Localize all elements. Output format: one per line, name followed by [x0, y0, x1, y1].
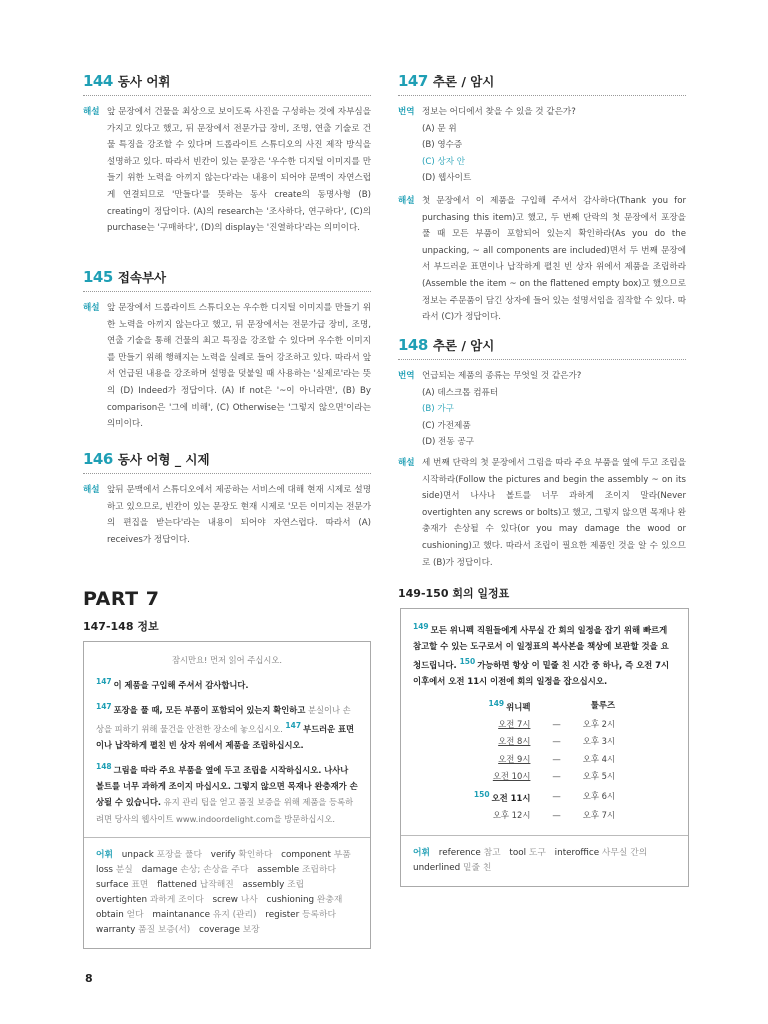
vocab-meaning: 포장을 풀다 [156, 849, 205, 860]
explanation [83, 300, 371, 433]
explanation-tag: 해설 [398, 457, 415, 468]
explanation-text: 첫 문장에서 이 제품을 구입해 주셔서 감사하다(Thank you for purchasing this item)고 했고, 두 번째 단락의 첫 문장에서 포장을 풀 때 모든 부품이 포함되어 있는지 확인하라(As you do the unpacking, ~ all components are included)면서 두 번째 문장에서 부드러운 표면이나 납작하게 펼친 빈 상자 위에서 제품을 조립하라(Assemble the item ~ on the flattened empty box)고 했으므로 정보는 주문품이 담긴 상자에 들어 있는 설명서임을 짐작할 수 있다. 따라서 (C)가 정답이다. [422, 195, 686, 323]
dash: — [552, 718, 561, 729]
vocab-tag: 어휘 [96, 849, 113, 860]
paragraph-text-bold: 포장을 풀 때, 모든 부품이 포함되어 있는지 확인하고 [113, 704, 306, 715]
vocab-meaning: 표면 [131, 879, 152, 890]
explanation-text: 앞 문장에서 드롭라이트 스튜디오는 우수한 디지털 이미지를 만들기 위한 노력을 아끼지 않는다고 했고, 뒤 문장에서는 전문가급 장비, 조명, 연출 기술을 통해 건물의 최고 특징을 강조할 수 있다며 우수한 이미지를 만들기 위해 행해지는 노력을 실례로 들어 강조하고 있다. 따라서 앞서 언급된 내용을 강조하며 설명을 덧붙일 때 사용하는 '실제로'라는 뜻의 (D) Indeed가 정답이다. (A) If not은 '~이 아니라면', (B) By comparison은 '그에 비해', (C) Otherwise는 '그렇지 않으면'이라는 의미이다. [107, 303, 371, 430]
vocab-block [84, 838, 370, 948]
toulouse-time: 오후 5시 [582, 771, 616, 782]
vocab-list [413, 848, 653, 873]
question-number: 147 [398, 72, 428, 90]
explanation-tag: 해설 [83, 107, 100, 117]
ref-number: 148 [96, 762, 112, 772]
toulouse-time: 오후 4시 [582, 753, 616, 764]
question-number: 146 [83, 450, 113, 468]
dash: — [552, 736, 561, 747]
option-b-correct: (B) 가구 [422, 404, 454, 415]
section-title: 접속부사 [117, 270, 167, 285]
spacer [538, 696, 574, 715]
vocab-meaning: 조립 [287, 879, 305, 890]
vocab-term: assemble [257, 864, 302, 875]
vocab-meaning: 납작해진 [199, 879, 237, 890]
vocab-term: register [265, 909, 303, 920]
toulouse-time: 오후 2시 [582, 718, 616, 729]
vocab-term: interoffice [554, 848, 602, 859]
toulouse-time: 오후 3시 [582, 736, 616, 747]
vocab-meaning: 보장 [242, 924, 260, 935]
translation-tag: 번역 [398, 371, 415, 381]
section-header [83, 268, 371, 292]
vocab-term: maintanance [152, 909, 213, 920]
section-title: 추론 / 암시 [432, 338, 495, 353]
ref-number: 147 [285, 721, 302, 731]
winnipeg-time: 150 오전 11시 [473, 789, 531, 803]
column-header-winnipeg [468, 696, 537, 715]
passage-heading-147-148: 147-148 정보 [83, 620, 159, 633]
explanation [83, 482, 371, 548]
section-header [398, 72, 686, 96]
paragraph-text-bold: 그림을 따라 주요 부품을 옆에 두고 조립을 시작하십시오. 나사나 볼트를 너무 과하게 조이지 마십시오. 그렇지 않으면 목재나 완충재가 손상될 수 있습니다. [96, 765, 358, 808]
ref-number: 147 [96, 677, 112, 687]
vocab-term: obtain [96, 909, 127, 920]
vocab-meaning: 나사 [240, 894, 261, 905]
section-title: 동사 어형 _ 시제 [117, 452, 210, 467]
explanation-text: 앞 문장에서 건물을 최상으로 보이도록 사진을 구성하는 것에 자부심을 가지고 있다고 했고, 뒤 문장에서 전문가급 장비, 조명, 연출 기술로 건물 특징을 강조할 수 있다며 드롭라이트 스튜디오의 사진 제작 방식을 설명하고 있다. 따라서 빈칸이 있는 문장은 '우수한 디지털 이미지를 만들기 위한 노력을 아끼지 않는다'라는 내용이 되어야 문맥이 자연스럽게 연결되므로 '만들다'를 뜻하는 동사 create의 동명사형 (B) creating이 정답이다. (A)의 research는 '조사하다, 연구하다', (C)의 purchase는 '구매하다', (D)의 display는 '진열하다'라는 의미이다. [107, 107, 371, 234]
vocab-meaning: 분실 [115, 864, 136, 875]
vocab-term: component [281, 849, 334, 860]
vocab-term: underlined [413, 863, 464, 874]
winnipeg-time: 오후 12시 [492, 809, 531, 820]
option-a: (A) 데스크톱 컴퓨터 [422, 387, 499, 398]
vocab-meaning: 조립하다 [301, 864, 336, 875]
section-header [83, 72, 371, 96]
ref-number: 149 [413, 622, 429, 631]
schedule-body [468, 717, 621, 823]
toulouse-time: 오후 7시 [582, 809, 616, 820]
explanation [83, 104, 371, 237]
translation [398, 368, 686, 451]
passage-heading-149-150: 149-150 회의 일정표 [398, 587, 510, 600]
page-number: 8 [85, 972, 93, 985]
vocab-term: reference [438, 848, 484, 859]
vocab-term: loss [96, 864, 116, 875]
section-144 [83, 72, 371, 237]
winnipeg-time: 오전 9시 [498, 753, 531, 764]
option-d: (D) 전동 공구 [422, 437, 474, 448]
ref-number: 149 [488, 698, 505, 708]
vocab-term: warranty [96, 924, 139, 935]
vocab-meaning: 등록하다 [302, 909, 337, 920]
vocab-meaning: 밑줄 친 [463, 863, 492, 874]
section-title: 동사 어휘 [117, 74, 171, 89]
explanation-tag: 해설 [83, 485, 100, 495]
option-a: (A) 문 위 [422, 123, 457, 134]
vocab-meaning: 유지 (관리) [212, 909, 260, 920]
vocab-term: coverage [199, 924, 243, 935]
part-title: PART 7 [83, 588, 160, 610]
schedule-row [468, 752, 621, 767]
section-header [83, 450, 371, 474]
dash: — [552, 809, 561, 820]
dash: — [552, 753, 561, 764]
vocab-meaning: 참고 [483, 848, 504, 859]
schedule-table [466, 694, 623, 825]
vocab-term: damage [141, 864, 181, 875]
option-b: (B) 영수증 [422, 140, 463, 151]
dash: — [552, 790, 561, 801]
vocab-meaning: 얻다 [126, 909, 147, 920]
vocab-meaning: 부품 [333, 849, 351, 860]
instructions-text: 모든 위니펙 직원들에게 사무실 간 회의 일정을 잡기 위해 빠르게 참고할 수 있는 도구로서 이 일정표의 복사본을 책상에 보관할 것을 요청드립니다. [413, 624, 669, 671]
option-c: (C) 가전제품 [422, 420, 471, 431]
vocab-term: overtighten [96, 894, 150, 905]
vocab-tag: 어휘 [413, 848, 430, 859]
vocab-block [401, 836, 688, 886]
paragraph-text-bold: 부드러운 표면이나 납작하게 펼친 빈 상자 위에서 제품을 조립하십시오. [96, 723, 355, 751]
vocab-term: screw [212, 894, 241, 905]
explanation-text: 세 번째 단락의 첫 문장에서 그림을 따라 주요 부품을 옆에 두고 조립을 시작하라(Follow the pictures and begin the assembly ~ on its side)면서 나사나 볼트를 너무 과하게 조이지 말라(Never overtighten any screws or bolts)고 했고, 그렇지 않으면 목재나 완충재가 손상될 수 있다(or you may damage the wood or cushioning)고 했다. 따라서 조립이 필요한 제품인 것을 알 수 있으므로 (B)가 정답이다. [422, 457, 686, 568]
section-header [398, 336, 686, 360]
column-header-toulouse: 툴루즈 [590, 699, 616, 710]
paragraph-text: 유지 관리 팁을 얻고 품질 보증을 위해 제품을 등록하려면 당사의 웹사이트 www.indoordelight.com을 방문하십시오. [96, 797, 354, 824]
section-147 [398, 72, 686, 326]
vocab-meaning: 완충재 [316, 894, 343, 905]
schedule-row [468, 808, 621, 823]
translation [398, 104, 686, 187]
vocab-term: cushioning [266, 894, 317, 905]
vocab-term: assembly [242, 879, 288, 890]
explanation-tag: 해설 [398, 195, 415, 206]
translation-tag: 번역 [398, 107, 415, 117]
explanation-text: 앞뒤 문맥에서 스튜디오에서 제공하는 서비스에 대해 현재 시제로 설명하고 있으므로, 빈칸이 있는 문장도 현재 시제로 '모든 이미지는 전문가의 편집을 받는다'라는 내용이 되어야 자연스럽다. 따라서 (A) receives가 정답이다. [107, 485, 371, 545]
vocab-meaning: 확인하다 [238, 849, 276, 860]
translation-body [422, 104, 686, 187]
option-d: (D) 웹사이트 [422, 173, 472, 184]
explanation [398, 455, 686, 571]
explanation-tag: 해설 [83, 303, 100, 313]
ref-number: 150 [459, 657, 476, 667]
option-c-correct: (C) 상자 안 [422, 156, 466, 167]
translation-body [422, 368, 686, 451]
section-146 [83, 450, 371, 548]
vocab-meaning: 과하게 조이다 [149, 894, 207, 905]
schedule-row [468, 717, 621, 732]
section-148 [398, 336, 686, 571]
schedule-row [468, 787, 621, 806]
vocab-term: flattened [157, 879, 200, 890]
column-label: 위니펙 [506, 701, 531, 712]
vocab-meaning: 손상; 손상을 주다 [180, 864, 252, 875]
question-number: 145 [83, 268, 113, 286]
instructions-text: 가능하면 항상 이 밑줄 친 시간 중 하나, 즉 오전 7시 이후에서 오전 11시 이전에 회의 일정을 잡으십시오. [413, 660, 670, 686]
paragraph-text: 분실이나 손상을 피하기 위해 물건을 안전한 장소에 놓으십시오. [96, 704, 351, 734]
ref-number: 150 [473, 789, 490, 799]
dash: — [552, 771, 561, 782]
winnipeg-time: 오전 8시 [498, 736, 531, 747]
ref-number: 147 [96, 702, 112, 712]
vocab-meaning: 도구 [528, 848, 549, 859]
paragraph-text: 이 제품을 구입해 주셔서 감사합니다. [113, 679, 249, 690]
vocab-list [96, 850, 357, 935]
passage-paragraph-1 [96, 674, 358, 693]
passage-box-147-148 [83, 641, 371, 949]
schedule-row [468, 734, 621, 749]
question-number: 144 [83, 72, 113, 90]
passage-box-149-150 [400, 608, 689, 887]
passage-paragraph-3 [96, 759, 358, 827]
toulouse-time: 오후 6시 [582, 790, 616, 801]
section-145 [83, 268, 371, 433]
section-title: 추론 / 암시 [432, 74, 495, 89]
schedule-row [468, 769, 621, 784]
vocab-meaning: 품질 보증(서) [138, 924, 194, 935]
passage-paragraph-2 [96, 699, 358, 753]
explanation [398, 193, 686, 326]
passage-title: 잠시만요! 먼저 읽어 주십시오. [171, 655, 283, 665]
winnipeg-time: 오전 7시 [498, 718, 531, 729]
vocab-term: tool [509, 848, 529, 859]
vocab-meaning: 사무실 간의 [601, 848, 648, 859]
question-number: 148 [398, 336, 428, 354]
winnipeg-time: 오전 10시 [492, 771, 531, 782]
vocab-term: verify [210, 849, 239, 860]
schedule-instructions [413, 619, 676, 690]
question-text: 정보는 어디에서 찾을 수 있을 것 같은가? [422, 107, 576, 117]
question-text: 언급되는 제품의 종류는 무엇일 것 같은가? [422, 371, 582, 381]
vocab-term: surface [96, 879, 132, 890]
vocab-term: unpack [121, 849, 157, 860]
